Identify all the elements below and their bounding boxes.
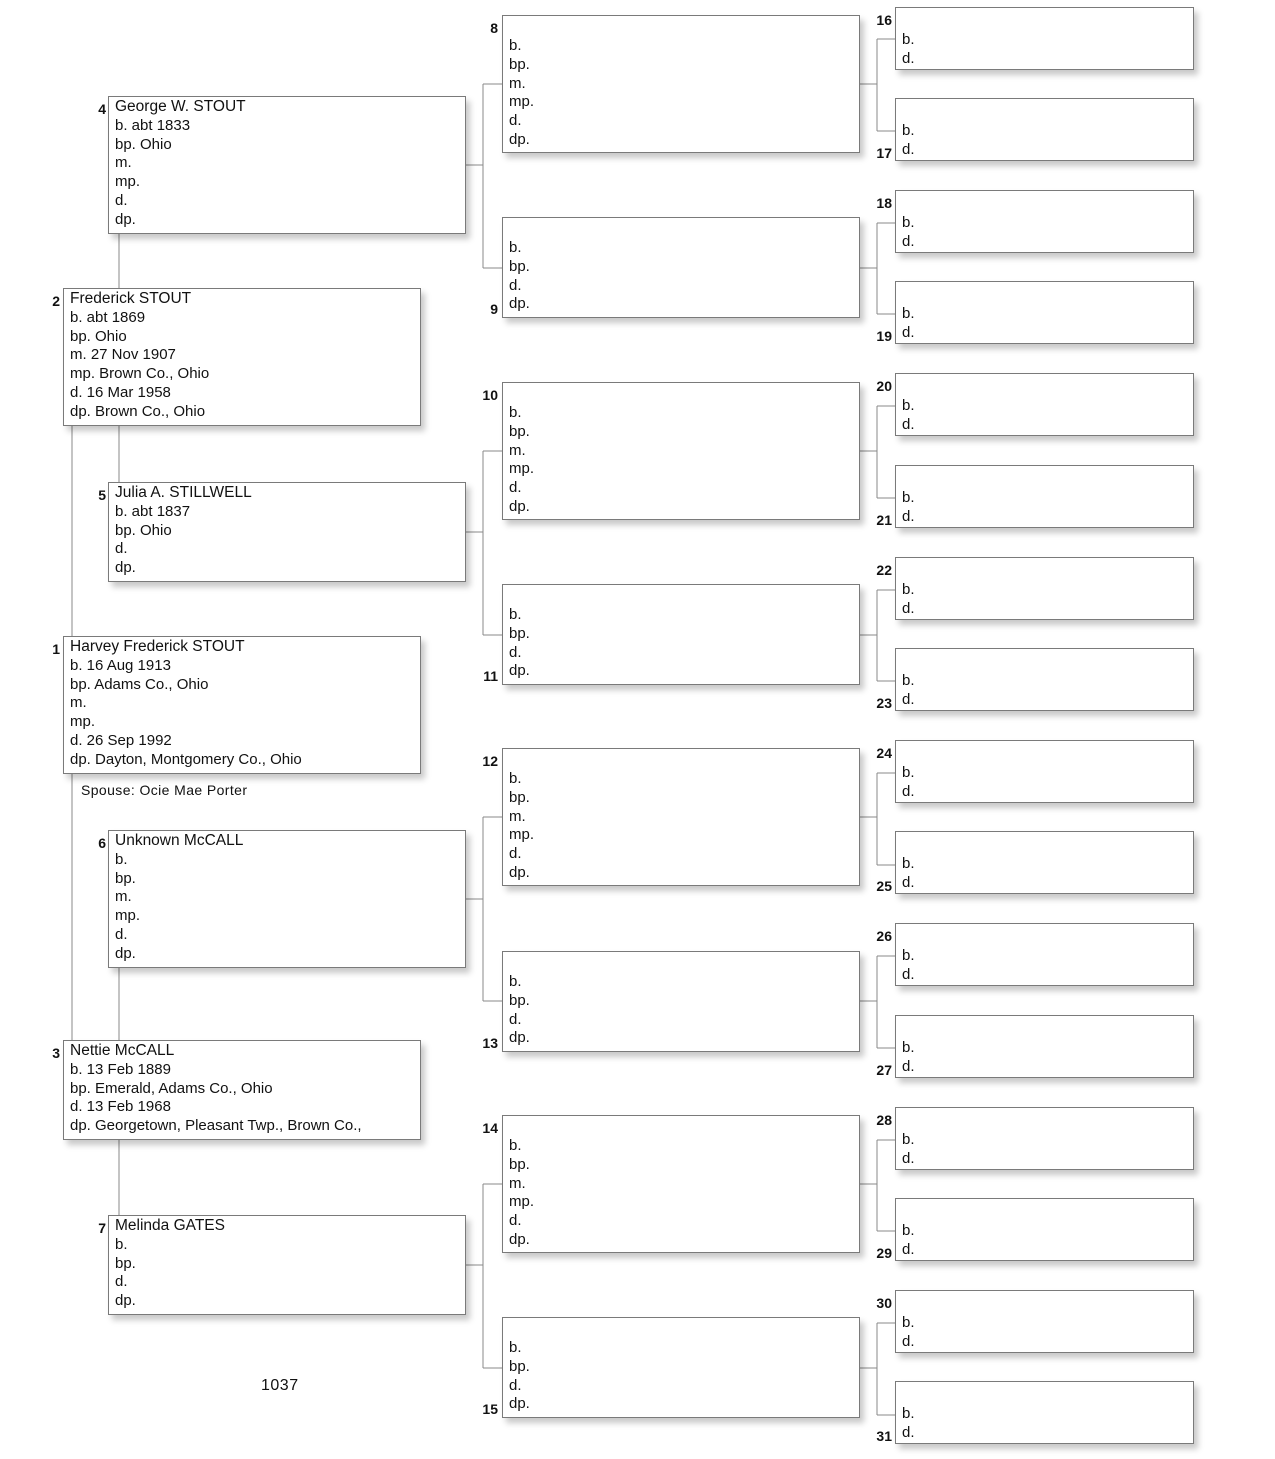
person-box-19[interactable]: [895, 281, 1194, 344]
marriage-date: m.: [115, 888, 132, 906]
marriage-place: mp.: [509, 460, 535, 478]
death-place: dp. Georgetown, Pleasant Twp., Brown Co.,: [70, 1117, 362, 1135]
person-number: 8: [490, 20, 498, 36]
birth-date: b.: [115, 850, 128, 868]
birth-date: b.: [902, 581, 915, 598]
death-date: d.: [902, 1332, 915, 1350]
person-box-17[interactable]: [895, 98, 1194, 161]
person-number: 31: [876, 1428, 892, 1444]
birth-place: bp. Ohio: [115, 521, 172, 539]
birth-date: b.: [902, 1131, 915, 1148]
person-box-8[interactable]: [502, 15, 860, 153]
person-box-16[interactable]: [895, 7, 1194, 70]
birth-place: bp.: [509, 788, 530, 806]
birth-date: b. abt 1837: [115, 502, 191, 520]
person-number: 24: [876, 745, 892, 761]
death-date: d.: [902, 1240, 915, 1258]
person-box-18[interactable]: [895, 190, 1194, 253]
person-number: 16: [876, 12, 892, 28]
birth-date: b.: [509, 973, 522, 990]
death-date: d.: [509, 479, 522, 497]
birth-date: b.: [902, 855, 915, 872]
person-box-22[interactable]: [895, 557, 1194, 620]
marriage-date: m.: [509, 1174, 526, 1192]
person-number: 28: [876, 1112, 892, 1128]
birth-place: bp. Ohio: [70, 327, 127, 345]
person-box-26[interactable]: [895, 923, 1194, 986]
death-date: d.: [115, 540, 128, 558]
birth-place: bp.: [509, 624, 530, 642]
birth-place: bp.: [509, 257, 530, 275]
person-number: 12: [482, 753, 498, 769]
person-number: 26: [876, 928, 892, 944]
death-date: d.: [509, 1376, 522, 1394]
death-date: d. 13 Feb 1968: [70, 1098, 171, 1116]
person-number: 3: [52, 1045, 60, 1061]
person-box-14[interactable]: [502, 1115, 860, 1253]
death-date: d.: [902, 1149, 915, 1167]
death-place: dp.: [509, 130, 530, 148]
marriage-place: mp.: [115, 173, 141, 191]
death-date: d.: [902, 599, 915, 617]
death-date: d.: [509, 643, 522, 661]
birth-date: b.: [115, 1235, 128, 1253]
birth-date: b.: [902, 397, 915, 414]
person-number: 29: [876, 1245, 892, 1261]
person-box-7[interactable]: [108, 1215, 466, 1315]
death-date: d.: [509, 1212, 522, 1230]
birth-place: bp.: [509, 1357, 530, 1375]
marriage-date: m.: [509, 807, 526, 825]
death-date: d.: [902, 507, 915, 525]
birth-date: b.: [509, 1137, 522, 1154]
death-date: d.: [902, 1423, 915, 1441]
birth-date: b.: [902, 305, 915, 322]
person-box-20[interactable]: [895, 373, 1194, 436]
person-box-27[interactable]: [895, 1015, 1194, 1078]
person-box-13[interactable]: [502, 951, 860, 1052]
death-date: d.: [509, 1010, 522, 1028]
birth-date: b.: [902, 122, 915, 139]
death-date: d. 26 Sep 1992: [70, 731, 172, 749]
person-number: 2: [52, 293, 60, 309]
marriage-date: m.: [70, 694, 87, 712]
birth-place: bp. Adams Co., Ohio: [70, 675, 209, 693]
birth-place: bp.: [115, 1254, 136, 1272]
person-number: 1: [52, 641, 60, 657]
person-number: 17: [876, 145, 892, 161]
death-date: d.: [902, 323, 915, 341]
person-number: 27: [876, 1062, 892, 1078]
person-box-10[interactable]: [502, 382, 860, 520]
death-date: d.: [509, 276, 522, 294]
death-place: dp. Brown Co., Ohio: [70, 402, 206, 420]
person-name: Frederick STOUT: [70, 290, 192, 307]
person-number: 20: [876, 378, 892, 394]
marriage-place: mp.: [509, 826, 535, 844]
birth-date: b.: [902, 1039, 915, 1056]
death-date: d.: [902, 415, 915, 433]
marriage-place: mp.: [509, 1193, 535, 1211]
person-box-15[interactable]: [502, 1317, 860, 1418]
birth-date: b.: [902, 1222, 915, 1239]
death-date: d.: [902, 690, 915, 708]
death-date: d.: [902, 49, 915, 67]
spouse-note: Spouse: Ocie Mae Porter: [81, 782, 248, 798]
page-number: 1037: [261, 1377, 299, 1394]
birth-place: bp.: [509, 991, 530, 1009]
birth-date: b.: [902, 1314, 915, 1331]
death-place: dp.: [115, 1292, 136, 1310]
birth-place: bp.: [509, 422, 530, 440]
person-number: 6: [98, 835, 106, 851]
person-number: 30: [876, 1295, 892, 1311]
person-box-29[interactable]: [895, 1198, 1194, 1261]
death-date: d.: [115, 191, 128, 209]
person-number: 7: [98, 1220, 106, 1236]
person-number: 19: [876, 328, 892, 344]
person-name: Harvey Frederick STOUT: [70, 638, 245, 655]
person-number: 9: [490, 301, 498, 317]
person-number: 18: [876, 195, 892, 211]
person-box-21[interactable]: [895, 465, 1194, 528]
birth-date: b.: [902, 214, 915, 231]
death-place: dp.: [509, 497, 530, 515]
death-date: d.: [902, 1057, 915, 1075]
death-place: dp.: [509, 295, 530, 313]
person-number: 23: [876, 695, 892, 711]
marriage-place: mp.: [115, 907, 141, 925]
birth-date: b.: [509, 37, 522, 54]
person-box-28[interactable]: [895, 1107, 1194, 1170]
birth-date: b.: [509, 404, 522, 421]
person-number: 5: [98, 487, 106, 503]
person-box-5[interactable]: [108, 482, 466, 582]
person-number: 14: [482, 1120, 498, 1136]
person-box-31[interactable]: [895, 1381, 1194, 1444]
person-name: Julia A. STILLWELL: [115, 484, 252, 501]
birth-date: b.: [902, 1405, 915, 1422]
death-place: dp.: [509, 863, 530, 881]
marriage-date: m. 27 Nov 1907: [70, 346, 176, 364]
birth-place: bp. Emerald, Adams Co., Ohio: [70, 1079, 273, 1097]
person-number: 15: [482, 1401, 498, 1417]
person-box-12[interactable]: [502, 748, 860, 886]
death-place: dp.: [509, 1395, 530, 1413]
death-date: d.: [902, 873, 915, 891]
birth-date: b.: [509, 606, 522, 623]
death-date: d.: [115, 925, 128, 943]
person-box-3[interactable]: [63, 1040, 421, 1140]
death-date: d. 16 Mar 1958: [70, 383, 171, 401]
person-name: Unknown McCALL: [115, 832, 244, 849]
person-number: 21: [876, 512, 892, 528]
person-box-9[interactable]: [502, 217, 860, 318]
death-place: dp.: [115, 559, 136, 577]
birth-date: b.: [902, 489, 915, 506]
birth-date: b. abt 1833: [115, 116, 191, 134]
death-date: d.: [902, 782, 915, 800]
person-box-4[interactable]: [108, 96, 466, 234]
person-box-25[interactable]: [895, 831, 1194, 894]
birth-date: b. 16 Aug 1913: [70, 656, 171, 674]
person-box-2[interactable]: [63, 288, 421, 426]
birth-date: b.: [902, 672, 915, 689]
birth-date: b. abt 1869: [70, 308, 146, 326]
death-place: dp.: [115, 944, 136, 962]
person-box-1[interactable]: [63, 636, 421, 774]
marriage-date: m.: [509, 441, 526, 459]
death-date: d.: [902, 232, 915, 250]
birth-date: b.: [902, 947, 915, 964]
death-place: dp.: [509, 1029, 530, 1047]
marriage-place: mp.: [70, 713, 96, 731]
death-date: d.: [902, 140, 915, 158]
birth-place: bp. Ohio: [115, 135, 172, 153]
death-date: d.: [902, 965, 915, 983]
marriage-date: m.: [509, 74, 526, 92]
death-place: dp.: [509, 1230, 530, 1248]
marriage-date: m.: [115, 154, 132, 172]
death-place: dp. Dayton, Montgomery Co., Ohio: [70, 750, 302, 768]
birth-date: b. 13 Feb 1889: [70, 1060, 171, 1078]
birth-date: b.: [902, 764, 915, 781]
birth-date: b.: [509, 1339, 522, 1356]
birth-date: b.: [902, 31, 915, 48]
birth-place: bp.: [509, 55, 530, 73]
person-number: 25: [876, 878, 892, 894]
person-number: 22: [876, 562, 892, 578]
person-box-11[interactable]: [502, 584, 860, 685]
death-place: dp.: [115, 210, 136, 228]
death-place: dp.: [509, 662, 530, 680]
person-box-24[interactable]: [895, 740, 1194, 803]
person-number: 13: [482, 1035, 498, 1051]
person-name: George W. STOUT: [115, 98, 246, 115]
death-date: d.: [509, 845, 522, 863]
person-name: Nettie McCALL: [70, 1042, 175, 1059]
person-number: 4: [98, 101, 106, 117]
person-box-23[interactable]: [895, 648, 1194, 711]
marriage-place: mp. Brown Co., Ohio: [70, 365, 210, 383]
marriage-place: mp.: [509, 93, 535, 111]
death-date: d.: [509, 112, 522, 130]
birth-date: b.: [509, 239, 522, 256]
birth-place: bp.: [509, 1155, 530, 1173]
birth-date: b.: [509, 770, 522, 787]
person-box-6[interactable]: [108, 830, 466, 968]
person-name: Melinda GATES: [115, 1217, 225, 1234]
person-box-30[interactable]: [895, 1290, 1194, 1353]
birth-place: bp.: [115, 869, 136, 887]
death-date: d.: [115, 1273, 128, 1291]
person-number: 11: [483, 668, 498, 684]
person-number: 10: [482, 387, 498, 403]
